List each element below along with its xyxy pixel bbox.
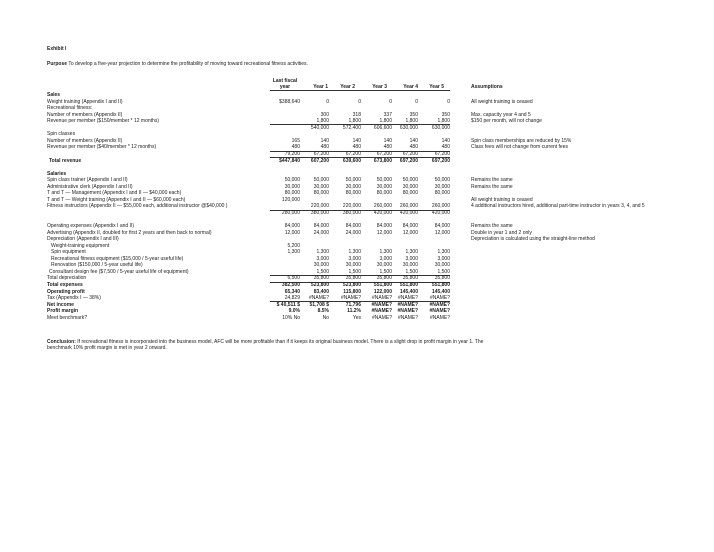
cell-last-fiscal: $388,640 [279,98,300,105]
row-label: Revenue per member ($150/member * 12 months) [47,118,159,125]
cell-year-5: 1,500 [437,268,450,275]
assumption-note: Depreciation is calculated using the straight-line method [471,236,595,243]
cell-year-2: 523,800 [342,281,361,288]
cell-last-fiscal: 1,300 [287,249,300,256]
row-label: Spin classes [47,131,76,138]
row-label: Revenue per member ($40/member * 12 months) [47,144,157,151]
cell-year-4: 1,800 [405,118,418,125]
cell-year-2: 572,400 [342,124,361,131]
cell-year-1: 50,000 [313,177,329,184]
row-label: Renovation ($150,000 / 5-year useful life) [51,262,143,269]
cell-year-3: 1,300 [379,249,392,256]
cell-year-2: Yes [352,314,361,321]
row-label: Salaries [47,170,67,177]
cell-year-4: 145,400 [399,288,418,295]
conclusion-label: Conclusion: [47,339,76,345]
row-label: Number of members (Appendix II) [47,137,123,144]
cell-year-3: 551,800 [373,281,392,288]
cell-year-2: 30,000 [345,262,361,269]
cell-year-1: 30,000 [313,262,329,269]
row-label: Meet benchmark? [47,314,88,321]
row-label: Fitness instructors (Appendix II — $55,000 each, additional instructor @$40,000 ) [47,203,228,210]
cell-year-5: 80,000 [434,190,450,197]
cell-year-2: 318 [352,111,361,118]
cell-year-2: 0 [358,98,361,105]
cell-year-5: #NAME? [429,301,450,308]
cell-year-5: #NAME? [429,295,450,302]
purpose-line [47,61,308,67]
cell-year-2: 220,000 [342,203,361,210]
cell-year-2: 80,000 [345,190,361,197]
assumption-note: Remains the same [471,183,513,190]
cell-year-1: 67,200 [313,150,329,157]
cell-year-5: 30,000 [434,183,450,190]
cell-year-2: 480 [352,144,361,151]
cell-year-1: 35,800 [313,275,329,282]
cell-year-1: 84,000 [313,223,329,229]
cell-last-fiscal: 79,200 [284,150,300,157]
cell-year-3: 30,000 [376,262,392,269]
cell-year-1: 3,000 [316,255,329,262]
cell-year-5: 350 [441,111,450,118]
cell-year-4: 0 [415,98,418,105]
cell-year-1: 51,708 $ [309,301,329,308]
cell-year-2: 71,796 [345,301,361,308]
cell-year-3: 50,000 [376,177,392,184]
cell-year-3: 67,200 [376,150,392,157]
cell-year-5: #NAME? [429,314,450,321]
cell-year-4: #NAME? [397,308,418,315]
cell-last-fiscal: $447,840 [279,157,300,164]
cell-last-fiscal: $ 40,511 $ [276,301,300,308]
cell-last-fiscal: 6,500 [287,275,300,282]
header-year-4: Year 4 [403,84,418,90]
assumption-note: Spin class memberships are reduced by 15% [471,137,572,144]
cell-year-2: #NAME? [340,295,361,302]
cell-year-5: 3,000 [437,255,450,262]
header-year-2: Year 2 [340,84,355,90]
cell-last-fiscal: 12,000 [284,229,300,236]
cell-year-1: 523,800 [310,281,329,288]
cell-year-4: 350 [409,111,418,118]
row-label: Weight-training equipment [51,242,110,249]
cell-year-4: 67,200 [402,150,418,157]
header-underline [270,90,450,91]
header-year-3: Year 3 [372,84,387,90]
row-label: Weight training (Appendix I and II) [47,98,123,105]
cell-year-2: 1,300 [348,249,361,256]
cell-year-1: 220,000 [310,203,329,210]
cell-year-4: 30,000 [402,183,418,190]
cell-year-2: 24,000 [345,229,361,236]
cell-year-4: 50,000 [402,177,418,184]
cell-year-3: 1,800 [379,118,392,125]
cell-year-1: 140 [320,137,329,144]
cell-year-4: 35,800 [402,275,418,282]
cell-year-2: 3,000 [348,255,361,262]
cell-year-1: 607,200 [310,157,329,164]
cell-year-5: 697,200 [431,157,450,164]
cell-year-3: 30,000 [376,183,392,190]
cell-year-1: 540,000 [310,124,329,131]
assumption-note: Remains the same [471,223,513,229]
cell-year-4: 1,300 [405,249,418,256]
assumption-note: Max. capacity year 4 and 5 [471,111,531,118]
cell-last-fiscal: 120,000 [281,196,300,203]
assumption-note: All weight training is ceased [471,196,533,203]
header-year-5: Year 5 [429,84,444,90]
assumption-note: Double in year 1 and 2 only [471,229,532,236]
cell-year-5: 30,000 [434,262,450,269]
cell-year-4: #NAME? [397,301,418,308]
cell-last-fiscal: 280,000 [281,209,300,216]
row-label: Operating expenses (Appendix I and II) [47,223,134,229]
cell-year-4: 260,000 [399,203,418,210]
assumption-note: Remains the same [471,177,513,184]
cell-year-3: 420,000 [373,209,392,216]
cell-year-4: 30,000 [402,262,418,269]
cell-year-4: 84,000 [402,223,418,229]
row-label: T and T — Weight training (Appendix I and II — $60,000 each) [47,196,186,203]
cell-year-5: 1,300 [437,249,450,256]
row-label: Tax (Appendix I — 38%) [47,295,101,302]
cell-year-5: 145,400 [431,288,450,295]
cell-year-1: 30,000 [313,183,329,190]
cell-year-3: 140 [383,137,392,144]
cell-year-4: 140 [409,137,418,144]
cell-year-1: 83,400 [313,288,329,295]
cell-year-3: 35,800 [376,275,392,282]
cell-year-4: 551,800 [399,281,418,288]
cell-year-5: 12,000 [434,229,450,236]
cell-year-5: 50,000 [434,177,450,184]
row-label: Administrative clerk (Appendix I and II) [47,183,133,190]
cell-year-5: 35,800 [434,275,450,282]
header-last-fiscal-2: year [279,84,291,90]
cell-year-4: 630,000 [399,124,418,131]
cell-year-3: #NAME? [371,308,392,315]
cell-year-3: #NAME? [371,295,392,302]
assumption-note: 4 additional instructors hired, additional part-time instructor in years 3, 4, and 5 [471,203,645,210]
cell-year-1: 24,000 [313,229,329,236]
cell-year-5: 1,800 [437,118,450,125]
cell-year-2: 35,800 [345,275,361,282]
purpose-label: Purpose [47,61,68,67]
cell-year-2: 1,500 [348,268,361,275]
cell-year-4: 80,000 [402,190,418,197]
row-label: Spin equipment [51,249,86,256]
cell-year-5: 551,800 [431,281,450,288]
row-label: Operating profit [47,288,85,295]
row-label: Consultant design fee ($7,500 / 5-year useful life of equipment) [49,268,189,275]
cell-year-3: 0 [389,98,392,105]
cell-year-1: 300 [320,111,329,118]
cell-last-fiscal: 10% No [282,314,300,321]
cell-year-3: 260,000 [373,203,392,210]
row-label: Number of members (Appendix II) [47,111,123,118]
cell-last-fiscal: 9.0% [288,308,300,315]
cell-year-4: 1,500 [405,268,418,275]
header-year-1: Year 1 [313,84,328,90]
assumption-note: $150 per month, will not change [471,118,542,125]
cell-year-4: 3,000 [405,255,418,262]
cell-year-5: 260,000 [431,203,450,210]
cell-year-5: 630,000 [431,124,450,131]
cell-year-5: 420,000 [431,209,450,216]
cell-last-fiscal: 24,829 [284,295,300,302]
row-label: Net income [47,301,74,308]
cell-year-3: 3,000 [379,255,392,262]
assumption-note: Class fees will not change from current fees [471,144,568,151]
header-last-fiscal-1: Last fiscal [272,78,298,84]
conclusion-paragraph [47,339,487,351]
row-label: Recreational fitness equipment ($15,000 / 5-year useful life) [51,255,184,262]
cell-year-5: 0 [447,98,450,105]
cell-year-1: No [322,314,329,321]
cell-year-3: 1,500 [379,268,392,275]
cell-last-fiscal: 80,000 [284,190,300,197]
cell-year-3: 12,000 [376,229,392,236]
cell-year-1: 1,800 [316,118,329,125]
cell-year-2: 140 [352,137,361,144]
cell-year-2: 67,200 [345,150,361,157]
row-label: T and T — Management (Appendix I and II — $40,000 each) [47,190,182,197]
cell-last-fiscal: 5,200 [287,242,300,249]
cell-year-5: 67,200 [434,150,450,157]
exhibit-title: Exhibit I [47,46,67,52]
cell-year-4: 697,200 [399,157,418,164]
header-assumptions: Assumptions [471,84,503,90]
cell-year-2: 115,800 [343,288,361,295]
cell-year-1: 480 [320,144,329,151]
cell-last-fiscal: 480 [291,144,300,151]
cell-year-3: 122,000 [373,288,392,295]
cell-year-2: 380,000 [342,209,361,216]
cell-year-1: 1,300 [316,249,329,256]
cell-year-3: #NAME? [371,301,392,308]
cell-last-fiscal: 65,340 [284,288,300,295]
cell-year-5: 84,000 [434,223,450,229]
cell-last-fiscal: 382,500 [281,281,300,288]
cell-year-4: 12,000 [402,229,418,236]
row-label: Depreciation (Appendix I and III) [47,236,119,243]
row-label: Total revenue [49,157,82,164]
row-label: Recreational fitness: [47,105,93,112]
row-label: Sales [47,92,61,98]
cell-year-4: 420,000 [399,209,418,216]
cell-year-1: 8.5% [317,308,329,315]
cell-year-3: #NAME? [371,314,392,321]
cell-year-2: 30,000 [345,183,361,190]
cell-year-3: 606,600 [373,124,392,131]
cell-year-4: #NAME? [397,314,418,321]
cell-year-3: 80,000 [376,190,392,197]
cell-year-1: 1,500 [316,268,329,275]
row-label: Advertising (Appendix II, doubled for first 2 years and then back to normal) [47,229,212,236]
cell-year-4: 480 [409,144,418,151]
cell-last-fiscal: 84,000 [284,223,300,229]
cell-year-1: 380,000 [310,209,329,216]
cell-last-fiscal: 50,000 [284,177,300,184]
cell-year-5: 140 [441,137,450,144]
assumption-note: All weight training is ceased [471,98,533,105]
table-row [0,315,714,322]
cell-year-5: 480 [441,144,450,151]
cell-year-3: 84,000 [376,223,392,229]
cell-year-5: #NAME? [429,308,450,315]
row-label: Profit margin [47,308,79,315]
cell-year-3: 337 [383,111,392,118]
conclusion-text: If recreational fitness is incorporated into the business model, AFC will be more profitable than if it keeps its original business model. There is a slight drop in profit margin in year 1. The benchmark 10% profit margin is met in year 2 onward. [47,339,484,351]
cell-year-2: 1,800 [348,118,361,125]
cell-year-2: 639,600 [342,157,361,164]
cell-year-1: 80,000 [313,190,329,197]
cell-last-fiscal: 30,000 [284,183,300,190]
cell-year-3: 673,800 [373,157,392,164]
row-label: Total depreciation [47,275,87,282]
purpose-text: To develop a five-year projection to determine the profitability of moving toward recreational fitness activities. [68,61,308,67]
cell-year-1: 0 [326,98,329,105]
cell-year-2: 50,000 [345,177,361,184]
cell-year-4: #NAME? [397,295,418,302]
cell-year-3: 480 [383,144,392,151]
cell-last-fiscal: 165 [291,137,300,144]
cell-year-1: #NAME? [308,295,329,302]
row-label: Total expenses [47,281,83,288]
cell-year-2: 84,000 [345,223,361,229]
row-label: Spin class trainer (Appendix I and II) [47,177,128,184]
cell-year-2: 11.2% [347,308,361,315]
